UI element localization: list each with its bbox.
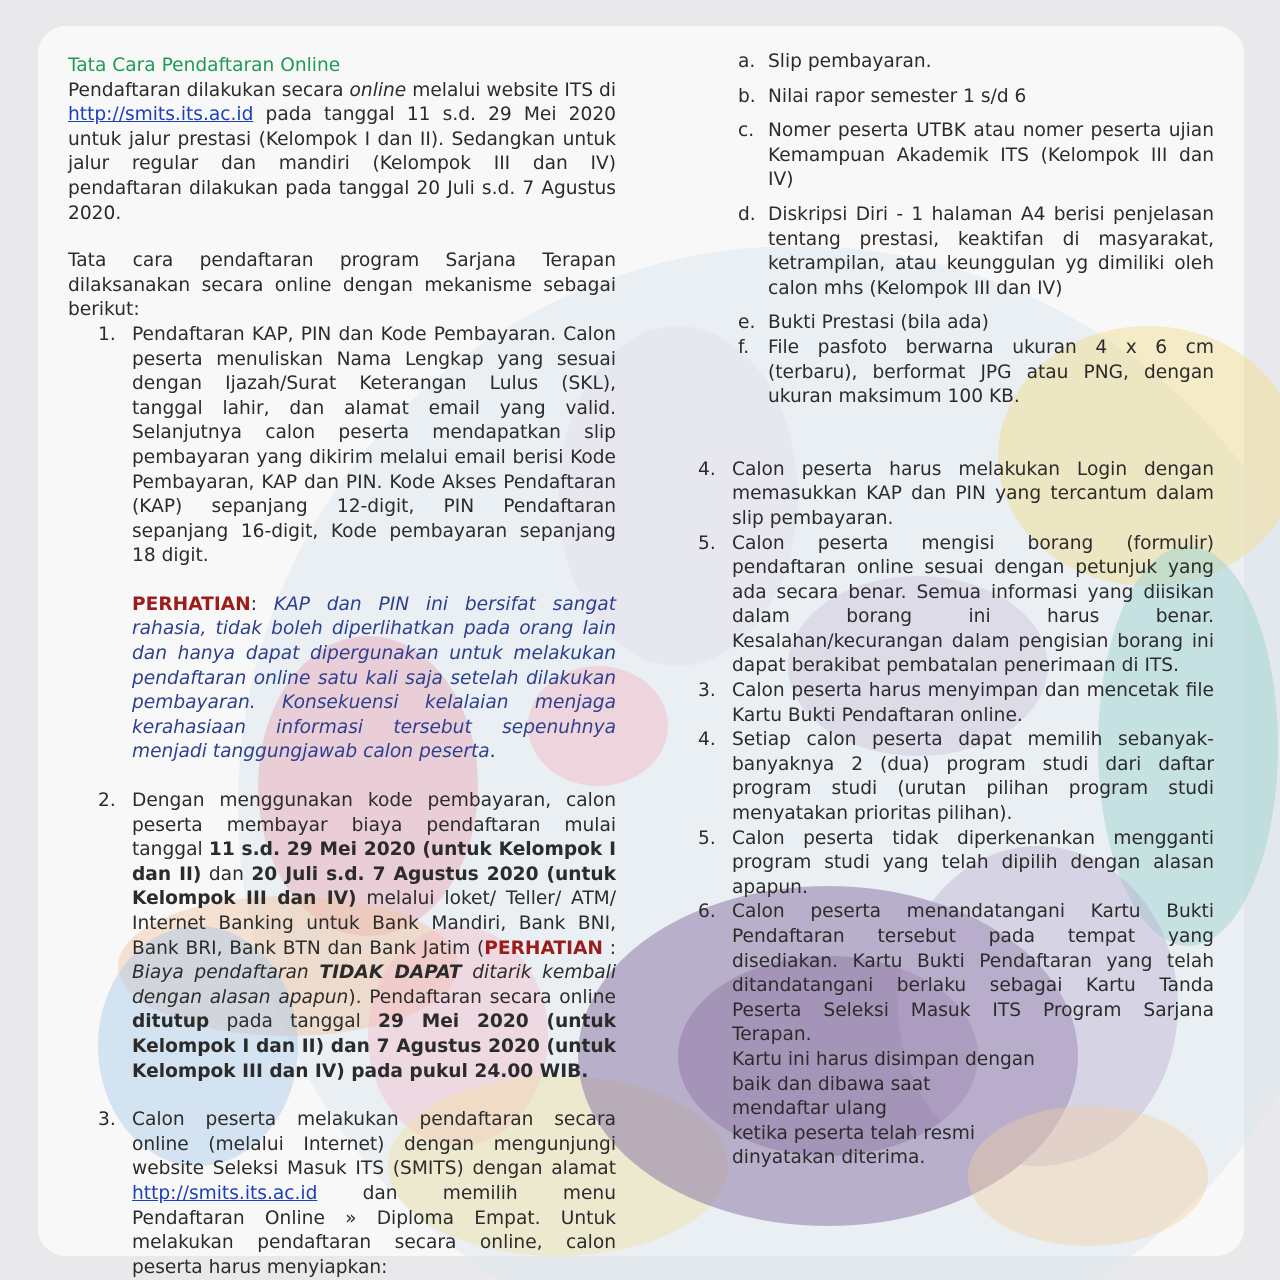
step-number: 3. <box>98 1109 116 1131</box>
text-run: Calon peserta melakukan pendaftaran secara online (melalui Internet) dengan mengunjungi website Seleksi Masuk ITS (SMITS) dengan alamat <box>132 1109 616 1180</box>
bold-run: 20 Juli s.d. 7 Agustus 2020 (untuk Kelompok III dan IV) <box>132 863 616 910</box>
requirement-text: Slip pembayaran. <box>768 51 932 72</box>
warning-text: KAP dan PIN ini bersifat sangat rahasia, tidak boleh diperlihatkan pada orang lain dan hanya dapat dipergunakan untuk melakukan pendaftaran online satu kali saja setelah dilakukan pembayaran. Konsekuensi kelalaian menjaga kerahasiaan informasi tersebut sepenuhnya menjadi tanggungjawab calon peserta <box>132 593 616 763</box>
requirement-text: File pasfoto berwarna ukuran 4 x 6 cm (terbaru), berformat JPG atau PNG, dengan ukuran maksimum 100 KB. <box>768 336 1214 408</box>
warning-note <box>132 593 616 765</box>
intro-paragraph <box>68 79 616 227</box>
section-heading: Tata Cara Pendaftaran Online <box>68 55 341 76</box>
step-item <box>698 900 1214 1048</box>
step-text <box>132 1108 616 1280</box>
mechanism-paragraph: Tata cara pendaftaran program Sarjana Terapan dilaksanakan secara online dengan mekanisme sebagai berikut: <box>68 250 616 321</box>
step-number: 5. <box>698 827 716 849</box>
step-item <box>698 827 1214 901</box>
left-column <box>68 54 616 1280</box>
step-number: 4. <box>698 458 716 480</box>
requirement-marker: c. <box>738 120 755 142</box>
smits-link[interactable]: http://smits.its.ac.id <box>68 104 254 126</box>
step-1 <box>68 323 616 765</box>
intro-text: melalui website ITS di <box>406 79 617 101</box>
step-item <box>698 458 1214 532</box>
smits-link[interactable]: http://smits.its.ac.id <box>132 1182 318 1204</box>
closing-line: ketika peserta telah resmi <box>732 1122 975 1144</box>
requirement-item <box>698 85 1214 110</box>
step-text: Calon peserta tidak diperkenankan mengganti program studi yang telah dipilih dengan alasan apapun. <box>732 827 1214 898</box>
requirement-item <box>698 311 1214 336</box>
step-text: Calon peserta harus menyimpan dan mencetak file Kartu Bukti Pendaftaran online. <box>732 680 1214 726</box>
text-run: dan <box>201 863 252 885</box>
requirement-item <box>698 203 1214 301</box>
closing-line: mendaftar ulang <box>732 1098 887 1120</box>
warning-label: PERHATIAN <box>484 937 603 959</box>
closing-line: dinyatakan diterima. <box>732 1147 926 1169</box>
warning-label: PERHATIAN <box>132 593 251 615</box>
requirement-marker: a. <box>738 51 756 72</box>
requirement-text: Nilai rapor semester 1 s/d 6 <box>768 85 1027 107</box>
text-run: dan memilih menu Pendaftaran Online » Diploma Empat. Untuk melakukan pendaftaran secara online, calon peserta harus menyiapkan: <box>132 1182 616 1278</box>
bold-run: 11 s.d. 29 Mei 2020 (untuk Kelompok I dan II) <box>132 839 616 885</box>
warning-end: . <box>489 741 496 763</box>
intro-online: online <box>349 79 407 101</box>
step-item <box>698 679 1214 728</box>
requirement-item <box>698 119 1214 193</box>
requirement-marker: b. <box>738 85 756 107</box>
step-number: 2. <box>98 790 116 812</box>
intro-text: Pendaftaran dilakukan secara <box>68 79 350 101</box>
step-text: Calon peserta menandatangani Kartu Bukti Pendaftaran tersebut pada tempat yang disediakan. Kartu Bukti Pendaftaran yang telah ditandatangani berlaku sebagai Kartu Tanda Peserta Seleksi Masuk ITS Program Sarjana Terapan. <box>732 901 1214 1046</box>
requirement-marker: f. <box>738 336 750 358</box>
requirement-item <box>698 336 1214 410</box>
step-item <box>698 532 1214 680</box>
italic-run: ditarik kembali dengan alasan apapun <box>132 962 617 1008</box>
step-number: 1. <box>98 323 116 345</box>
requirements-list <box>698 50 1214 410</box>
step-text: Pendaftaran KAP, PIN dan Kode Pembayaran. Calon peserta menuliskan Nama Lengkap yang sesuai dengan Ijazah/Surat Keterangan Lulus (SKL), tanggal lahir, dan alamat email yang valid. Selanjutnya calon peserta mendapatkan slip pembayaran yang dikirim melalui email berisi Kode Pembayaran, KAP dan PIN. Kode Akses Pendaftaran (KAP) sepanjang 12-digit, PIN Pendaftaran sepanjang 16-digit, Kode pembayaran sepanjang 18 digit. <box>132 323 616 567</box>
text-run: Dengan menggunakan kode pembayaran, calon peserta membayar biaya pendaftaran mulai tanggal <box>132 790 616 861</box>
text-run: pada tanggal <box>209 1011 379 1033</box>
bold-run: 29 Mei 2020 (untuk Kelompok I dan II) dan 7 Agustus 2020 (untuk Kelompok III dan IV) pada pukul 24.00 WIB. <box>132 1011 617 1082</box>
step-text: Setiap calon peserta dapat memilih sebanyak-banyaknya 2 (dua) program studi dari daftar program studi (urutan pilihan program studi menyatakan prioritas pilihan). <box>732 729 1214 825</box>
step-item <box>698 728 1214 826</box>
step-text: Calon peserta mengisi borang (formulir) pendaftaran online sesuai dengan petunjuk yang ada secara benar. Semua informasi yang diisikan dalam borang ini harus benar. Kesalahan/kecurangan dalam pengisian borang ini dapat berakibat pembatalan penerimaan di ITS. <box>732 532 1214 677</box>
bold-run: ditutup <box>132 1011 210 1033</box>
step-2 <box>68 789 616 1084</box>
closing-line: Kartu ini harus disimpan dengan <box>732 1048 1035 1070</box>
closing-note <box>698 1048 1214 1171</box>
right-column <box>698 50 1214 1171</box>
intro-text: pada tanggal 11 s.d. 29 Mei 2020 untuk jalur prestasi (Kelompok I dan II). Sedangkan untuk jalur regular dan mandiri (Kelompok III dan IV) pendaftaran dilakukan pada tanggal 20 Juli s.d. 7 Agustus 2020. <box>68 104 616 224</box>
steps-list-right <box>698 458 1214 1048</box>
requirement-text: Bukti Prestasi (bila ada) <box>768 312 989 334</box>
requirement-marker: e. <box>738 312 756 334</box>
text-run: ). Pendaftaran secara online <box>348 986 616 1008</box>
requirement-marker: d. <box>738 203 756 225</box>
requirement-text: Nomer peserta UTBK atau nomer peserta ujian Kemampuan Akademik ITS (Kelompok III dan IV) <box>768 120 1214 191</box>
warning-colon: : <box>250 593 274 615</box>
step-text <box>132 789 616 1084</box>
step-3 <box>68 1108 616 1280</box>
step-number: 3. <box>698 680 716 702</box>
italic-run: Biaya pendaftaran <box>132 962 320 984</box>
closing-line: baik dan dibawa saat <box>732 1073 931 1095</box>
step-number: 4. <box>698 729 716 751</box>
step-number: 5. <box>698 532 716 554</box>
text-run: melalui loket/ Teller/ ATM/ Internet Banking untuk Bank Mandiri, Bank BNI, Bank BRI, Bank BTN dan Bank Jatim ( <box>132 888 616 959</box>
step-number: 6. <box>698 901 716 923</box>
text-run: : <box>602 937 616 959</box>
document-page <box>38 26 1244 1278</box>
step-text: Calon peserta harus melakukan Login dengan memasukkan KAP dan PIN yang tercantum dalam slip pembayaran. <box>732 458 1214 529</box>
requirement-text: Diskripsi Diri - 1 halaman A4 berisi penjelasan tentang prestasi, keaktifan di masyarakat, ketrampilan, atau keunggulan yg dimiliki oleh calon mhs (Kelompok III dan IV) <box>768 203 1214 299</box>
bold-italic-run: TIDAK DAPAT <box>319 962 462 984</box>
requirement-item <box>698 50 1214 75</box>
